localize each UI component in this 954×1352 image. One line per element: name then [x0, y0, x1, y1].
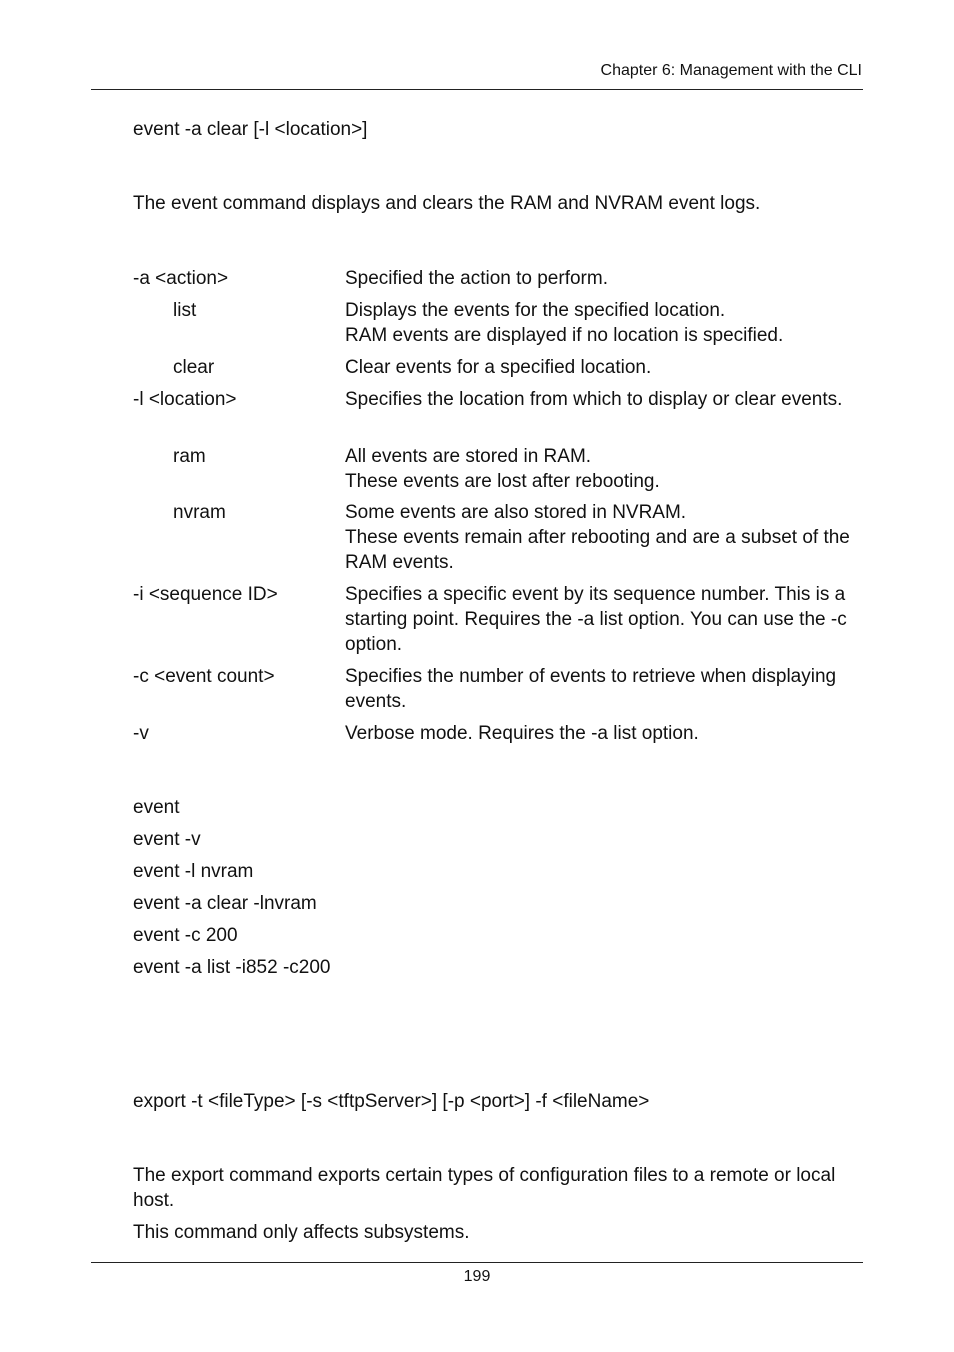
option-description	[345, 387, 857, 412]
example-line: event -a clear -lnvram	[133, 893, 317, 914]
option-description	[345, 444, 857, 494]
event-syntax: event -a clear [-l <location>]	[133, 119, 368, 140]
option-name: list	[173, 300, 197, 321]
example-line: event	[133, 797, 180, 818]
option-description	[345, 298, 857, 348]
option-name: -l <location>	[133, 389, 237, 410]
option-description-line: These events remain after rebooting and are a subset of the RAM events.	[345, 527, 850, 573]
example-line: event -l nvram	[133, 861, 254, 882]
option-description-line: Clear events for a specified location.	[345, 357, 652, 378]
page-number: 199	[463, 1268, 491, 1285]
event-description: The event command displays and clears the RAM and NVRAM event logs.	[133, 193, 761, 214]
option-name: -i <sequence ID>	[133, 584, 278, 605]
export-note: This command only affects subsystems.	[133, 1222, 470, 1243]
option-description	[345, 355, 857, 380]
export-syntax: export -t <fileType> [-s <tftpServer>] [-p <port>] -f <fileName>	[133, 1091, 650, 1112]
option-description	[345, 664, 857, 714]
option-description-line: RAM events are displayed if no location is specified.	[345, 325, 784, 346]
option-name: nvram	[173, 502, 226, 523]
option-description	[345, 266, 857, 291]
running-header: Chapter 6: Management with the CLI	[600, 62, 862, 79]
header-rule	[91, 89, 863, 90]
option-name: clear	[173, 357, 215, 378]
option-description-line: Specifies the location from which to display or clear events.	[345, 389, 843, 410]
example-line: event -v	[133, 829, 201, 850]
option-name: -v	[133, 723, 149, 744]
option-name: ram	[173, 446, 206, 467]
option-name: -c <event count>	[133, 666, 275, 687]
option-description-line: Some events are also stored in NVRAM.	[345, 502, 687, 523]
option-description-line: Specifies a specific event by its sequence number. This is a starting point. Requires the -a list option. You can use the -c option.	[345, 584, 847, 655]
option-description-line: Specified the action to perform.	[345, 268, 608, 289]
option-description-line: Displays the events for the specified location.	[345, 300, 726, 321]
example-line: event -a list -i852 -c200	[133, 957, 331, 978]
option-description-line: These events are lost after rebooting.	[345, 471, 660, 492]
option-description	[345, 721, 857, 746]
option-description	[345, 500, 857, 575]
example-line: event -c 200	[133, 925, 238, 946]
option-description	[345, 582, 857, 657]
export-description: The export command exports certain types of configuration files to a remote or local host.	[133, 1165, 836, 1211]
option-name: -a <action>	[133, 268, 229, 289]
footer-rule	[91, 1262, 863, 1263]
option-description-line: All events are stored in RAM.	[345, 446, 592, 467]
option-description-line: Specifies the number of events to retrieve when displaying events.	[345, 666, 837, 712]
option-description-line: Verbose mode. Requires the -a list option.	[345, 723, 699, 744]
